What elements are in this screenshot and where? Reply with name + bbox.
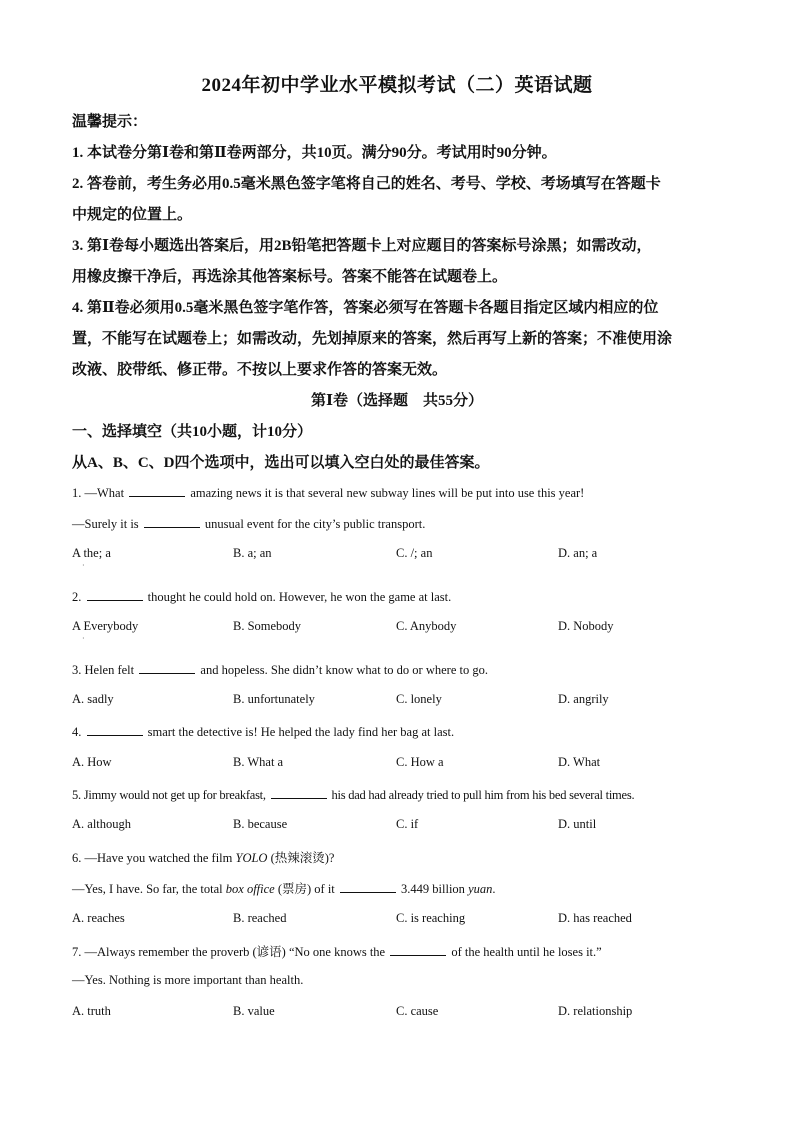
question-5-stem: 5. Jimmy would not get up for breakfast, his dad had already tried to pull him from his bed several times. xyxy=(72,788,635,802)
page-title: 2024年初中学业水平模拟考试（二）英语试题 xyxy=(201,75,593,96)
q3-option-a: A. sadly xyxy=(72,692,114,706)
question-4-stem: 4. smart the detective is! He helped the lady find her bag at last. xyxy=(72,725,455,739)
notice-line-7: 置，不能写在试题卷上；如需改动，先划掉原来的答案，然后再写上新的答案；不准使用涂 xyxy=(72,331,673,347)
question-1-reply: —Surely it is unusual event for the city’s public transport. xyxy=(72,517,426,531)
q4-option-a: A. How xyxy=(72,755,112,769)
q5-option-d: D. until xyxy=(558,817,597,831)
notice-line-8: 改液、胶带纸、修正带。不按以上要求作答的答案无效。 xyxy=(72,362,448,378)
answer-blank xyxy=(87,723,143,736)
notice-heading: 温馨提示： xyxy=(72,114,148,130)
answer-blank xyxy=(139,661,195,674)
answer-blank xyxy=(129,484,185,497)
scan-mark: · xyxy=(82,634,85,643)
q5-option-c: C. if xyxy=(396,817,419,831)
q7-option-a: A. truth xyxy=(72,1004,111,1018)
notice-line-3: 中规定的位置上。 xyxy=(72,207,193,223)
q4-option-c: C. How a xyxy=(396,755,444,769)
q7-option-c: C. cause xyxy=(396,1004,439,1018)
part1-instruction: 从A、B、C、D四个选项中，选出可以填入空白处的最佳答案。 xyxy=(72,455,490,471)
q2-option-c: C. Anybody xyxy=(396,619,457,633)
question-7-stem: 7. —Always remember the proverb (谚语) “No one knows the of the health until he loses it.” xyxy=(72,945,602,959)
q4-option-b: B. What a xyxy=(233,755,284,769)
q3-option-d: D. angrily xyxy=(558,692,609,706)
answer-blank xyxy=(271,786,327,799)
part1-heading: 一、选择填空（共10小题，计10分） xyxy=(72,424,313,440)
section-title: 第Ⅰ卷（选择题 共55分） xyxy=(310,393,484,409)
q2-option-b: B. Somebody xyxy=(233,619,302,633)
notice-line-6: 4. 第Ⅱ卷必须用0.5毫米黑色签字笔作答，答案必须写在答题卡各题目指定区域内相应的位 xyxy=(72,300,659,316)
q2-option-d: D. Nobody xyxy=(558,619,614,633)
answer-blank xyxy=(340,880,396,893)
q5-option-b: B. because xyxy=(233,817,288,831)
q6-option-b: B. reached xyxy=(233,911,287,925)
question-6-stem: 6. —Have you watched the film YOLO (热辣滚烫)? xyxy=(72,851,335,865)
q7-option-d: D. relationship xyxy=(558,1004,633,1018)
answer-blank xyxy=(144,515,200,528)
q2-option-a: A Everybody xyxy=(72,619,139,633)
answer-blank xyxy=(87,588,143,601)
question-6-reply: —Yes, I have. So far, the total box office (票房) of it 3.449 billion yuan. xyxy=(72,882,496,896)
answer-blank xyxy=(390,943,446,956)
q1-option-b: B. a; an xyxy=(233,546,272,560)
question-1-stem: 1. —What amazing news it is that several new subway lines will be put into use this year! xyxy=(72,486,585,500)
scan-mark: · xyxy=(82,561,85,570)
q1-option-c: C. /; an xyxy=(396,546,433,560)
question-2-stem: 2. thought he could hold on. However, he won the game at last. xyxy=(72,590,452,604)
q5-option-a: A. although xyxy=(72,817,132,831)
q7-option-b: B. value xyxy=(233,1004,275,1018)
q1-option-d: D. an; a xyxy=(558,546,598,560)
notice-line-5: 用橡皮擦干净后，再选涂其他答案标号。答案不能答在试题卷上。 xyxy=(72,269,508,285)
q3-option-b: B. unfortunately xyxy=(233,692,315,706)
q1-option-a: A the; a xyxy=(72,546,111,560)
question-7-reply: —Yes. Nothing is more important than health. xyxy=(72,973,304,987)
notice-line-2: 2. 答卷前，考生务必用0.5毫米黑色签字笔将自己的姓名、考号、学校、考场填写在答题卡 xyxy=(72,176,661,192)
notice-line-1: 1. 本试卷分第Ⅰ卷和第Ⅱ卷两部分，共10页。满分90分。考试用时90分钟。 xyxy=(72,145,557,161)
question-3-stem: 3. Helen felt and hopeless. She didn’t know what to do or where to go. xyxy=(72,663,488,677)
q6-option-a: A. reaches xyxy=(72,911,125,925)
q4-option-d: D. What xyxy=(558,755,601,769)
notice-line-4: 3. 第Ⅰ卷每小题选出答案后，用2B铅笔把答题卡上对应题目的答案标号涂黑；如需改动， xyxy=(72,238,652,254)
q6-option-d: D. has reached xyxy=(558,911,632,925)
q3-option-c: C. lonely xyxy=(396,692,442,706)
q6-option-c: C. is reaching xyxy=(396,911,466,925)
